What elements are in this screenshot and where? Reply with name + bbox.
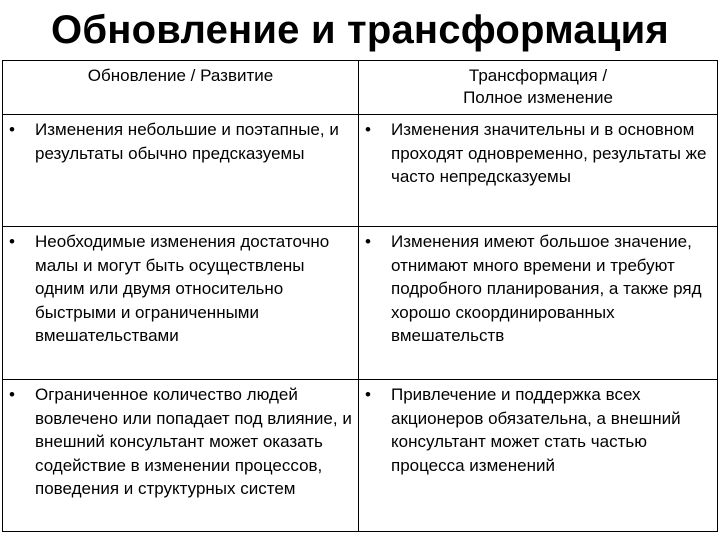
header-renewal-label: Обновление / Развитие (87, 66, 274, 85)
transformation-text: Привлечение и поддержка всех акционеров обязательна, а внешний консультант может стать частью процесса изменений (391, 385, 681, 475)
bullet-icon: • (365, 120, 371, 139)
renewal-text: Ограниченное количество людей вовлечено или попадает под влияние, и внешний консультант может оказать содействие в изменении процессов, поведения и структурных систем (35, 385, 352, 498)
bullet-icon: • (365, 232, 371, 251)
renewal-cell (3, 115, 359, 227)
renewal-cell (3, 227, 359, 380)
table-row (3, 380, 718, 532)
renewal-cell (3, 380, 359, 532)
renewal-text: Необходимые изменения достаточно малы и могут быть осуществлены одним или двумя относительно быстрыми и ограниченными вмешательствами (35, 232, 330, 345)
renewal-text: Изменения небольшие и поэтапные, и результаты обычно предсказуемы (35, 120, 339, 163)
transformation-cell (359, 380, 718, 532)
page-title: Обновление и трансформация (51, 8, 669, 52)
bullet-icon: • (9, 120, 15, 139)
transformation-cell (359, 115, 718, 227)
transformation-text: Изменения имеют большое значение, отнимают много времени и требуют подробного планирования, а также ряд хорошо скоординированных вмешательств (391, 232, 702, 345)
bullet-icon: • (365, 385, 371, 404)
table-row (3, 227, 718, 380)
bullet-icon: • (9, 385, 15, 404)
transformation-text: Изменения значительны и в основном проходят одновременно, результаты же часто непредсказуемы (391, 120, 707, 186)
header-transformation (359, 61, 718, 115)
header-renewal (3, 61, 359, 115)
header-transformation-line1: Трансформация / (468, 66, 608, 85)
bullet-icon: • (9, 232, 15, 251)
table-row (3, 115, 718, 227)
comparison-table (2, 60, 718, 532)
header-transformation-line2: Полное изменение (463, 88, 613, 107)
transformation-cell (359, 227, 718, 380)
